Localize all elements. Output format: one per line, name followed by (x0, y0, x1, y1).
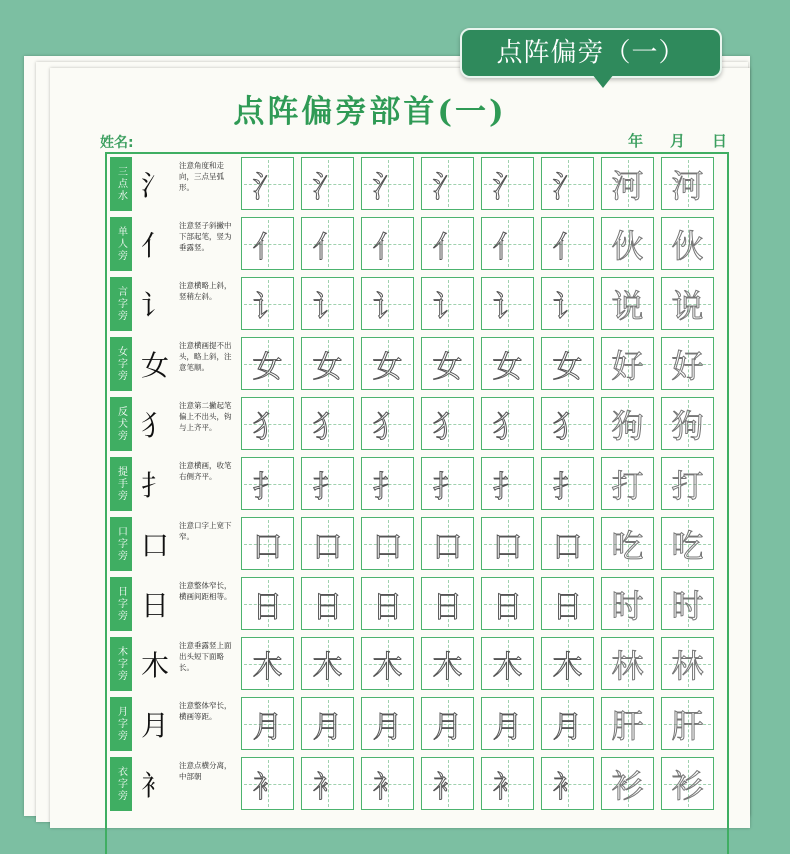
practice-row (107, 634, 727, 690)
dotted-trace-glyph: 日 (252, 589, 283, 625)
trace-cell-example[interactable] (661, 397, 714, 450)
dotted-trace-glyph: 说 (671, 286, 704, 325)
trace-cell-radical[interactable] (481, 217, 534, 270)
trace-cell-example[interactable] (661, 577, 714, 630)
writing-tip: 注意横画，收笔右侧齐平。 (179, 461, 232, 481)
trace-cell-radical[interactable] (481, 277, 534, 330)
dotted-trace-glyph: 衫 (671, 766, 704, 805)
trace-cell-radical[interactable] (361, 457, 414, 510)
writing-tip: 注意第二撇起笔偏上不出头，钩与上齐平。 (179, 401, 232, 432)
dotted-trace-glyph: 时 (611, 586, 644, 625)
trace-cell-radical[interactable] (481, 697, 534, 750)
trace-cell-radical[interactable] (421, 697, 474, 750)
dotted-trace-glyph: 亻 (372, 229, 403, 265)
dotted-trace-glyph: 日 (432, 589, 463, 625)
trace-cell-example[interactable] (601, 337, 654, 390)
trace-cell-radical[interactable] (541, 697, 594, 750)
trace-cell-radical[interactable] (301, 457, 354, 510)
trace-cell-radical[interactable] (481, 337, 534, 390)
trace-cell-radical[interactable] (241, 757, 294, 810)
trace-cell-radical[interactable] (361, 637, 414, 690)
dotted-trace-glyph: 伙 (611, 226, 644, 265)
writing-tip: 注意点横分离，中部朝 (179, 761, 232, 781)
dotted-trace-glyph: 口 (552, 529, 583, 565)
dotted-trace-glyph: 犭 (372, 409, 403, 445)
writing-tip: 注意竖子斜撇中下部起笔，竖为垂露竖。 (179, 221, 232, 252)
dotted-trace-glyph: 扌 (312, 469, 343, 505)
trace-cell-radical[interactable] (241, 697, 294, 750)
dotted-trace-glyph: 伙 (671, 226, 704, 265)
writing-tip: 注意横画提不出头，略上斜，注意笔顺。 (179, 341, 232, 372)
trace-cell-radical[interactable] (481, 457, 534, 510)
dotted-trace-glyph: 木 (312, 649, 343, 685)
dotted-trace-glyph: 月 (372, 709, 403, 745)
dotted-trace-glyph: 女 (312, 349, 343, 385)
trace-cell-radical[interactable] (361, 517, 414, 570)
trace-cell-radical[interactable] (301, 577, 354, 630)
dotted-trace-glyph: 说 (611, 286, 644, 325)
dotted-trace-glyph: 衤 (552, 769, 583, 805)
dotted-trace-glyph: 口 (312, 529, 343, 565)
trace-cell-example[interactable] (661, 337, 714, 390)
trace-cell-radical[interactable] (541, 637, 594, 690)
dotted-trace-glyph: 河 (671, 166, 704, 205)
trace-cell-radical[interactable] (481, 637, 534, 690)
radical-glyph: 女 (140, 349, 169, 382)
dotted-trace-glyph: 月 (252, 709, 283, 745)
dotted-trace-glyph: 女 (552, 349, 583, 385)
radical-glyph: 衤 (140, 769, 169, 802)
trace-cell-radical[interactable] (481, 577, 534, 630)
trace-cell-radical[interactable] (361, 217, 414, 270)
radical-name-label: 月字旁 (110, 697, 132, 751)
worksheet (50, 68, 750, 828)
dotted-trace-glyph: 亻 (252, 229, 283, 265)
dotted-trace-glyph: 日 (492, 589, 523, 625)
product-badge: 点阵偏旁（一） (460, 28, 722, 78)
dotted-trace-glyph: 好 (671, 346, 704, 385)
dotted-trace-glyph: 衤 (432, 769, 463, 805)
dotted-trace-glyph: 狗 (671, 406, 704, 445)
trace-cell-example[interactable] (661, 637, 714, 690)
trace-cell-radical[interactable] (301, 517, 354, 570)
trace-cell-radical[interactable] (301, 277, 354, 330)
trace-cell-radical[interactable] (361, 697, 414, 750)
dotted-trace-glyph: 林 (611, 646, 644, 685)
practice-row (107, 214, 727, 270)
radical-glyph: 讠 (140, 289, 169, 322)
dotted-trace-glyph: 衤 (372, 769, 403, 805)
trace-cell-radical[interactable] (241, 457, 294, 510)
radical-glyph: 亻 (140, 229, 169, 262)
dotted-trace-glyph: 日 (552, 589, 583, 625)
dotted-trace-glyph: 吃 (611, 526, 644, 565)
radical-name-label: 提手旁 (110, 457, 132, 511)
radical-name-label: 衣字旁 (110, 757, 132, 811)
dotted-trace-glyph: 口 (432, 529, 463, 565)
practice-row (107, 514, 727, 570)
trace-cell-radical[interactable] (541, 577, 594, 630)
dotted-trace-glyph: 时 (671, 586, 704, 625)
worksheet-title: 点阵偏旁部首(一) (233, 94, 507, 130)
trace-cell-radical[interactable] (421, 397, 474, 450)
dotted-trace-glyph: 月 (312, 709, 343, 745)
dotted-trace-glyph: 扌 (552, 469, 583, 505)
trace-cell-example[interactable] (661, 157, 714, 210)
trace-cell-example[interactable] (601, 697, 654, 750)
dotted-trace-glyph: 讠 (432, 289, 463, 325)
trace-cell-example[interactable] (601, 757, 654, 810)
trace-cell-radical[interactable] (361, 757, 414, 810)
dotted-trace-glyph: 女 (492, 349, 523, 385)
dotted-trace-glyph: 木 (492, 649, 523, 685)
practice-row (107, 754, 727, 810)
dotted-trace-glyph: 月 (492, 709, 523, 745)
dotted-trace-glyph: 日 (372, 589, 403, 625)
trace-cell-example[interactable] (661, 457, 714, 510)
dotted-trace-glyph: 扌 (252, 469, 283, 505)
trace-cell-radical[interactable] (241, 337, 294, 390)
dotted-trace-glyph: 好 (611, 346, 644, 385)
dotted-trace-glyph: 氵 (432, 169, 463, 205)
trace-cell-radical[interactable] (241, 217, 294, 270)
dotted-trace-glyph: 衫 (611, 766, 644, 805)
dotted-trace-glyph: 犭 (552, 409, 583, 445)
dotted-trace-glyph: 木 (552, 649, 583, 685)
radical-name-label: 言字旁 (110, 277, 132, 331)
trace-cell-radical[interactable] (541, 517, 594, 570)
trace-cell-radical[interactable] (241, 397, 294, 450)
radical-glyph: 扌 (140, 469, 169, 502)
trace-cell-example[interactable] (661, 517, 714, 570)
trace-cell-radical[interactable] (541, 277, 594, 330)
writing-tip: 注意口字上宽下窄。 (179, 521, 232, 541)
dotted-trace-glyph: 亻 (312, 229, 343, 265)
dotted-trace-glyph: 扌 (492, 469, 523, 505)
radical-glyph: 月 (140, 709, 169, 742)
writing-tip: 注意角度和走向，三点呈弧形。 (179, 161, 224, 192)
dotted-trace-glyph: 讠 (492, 289, 523, 325)
writing-tip: 注意整体窄长，横画等距。 (179, 701, 232, 721)
dotted-trace-glyph: 讠 (252, 289, 283, 325)
dotted-trace-glyph: 氵 (552, 169, 583, 205)
dotted-trace-glyph: 吃 (671, 526, 704, 565)
trace-cell-example[interactable] (661, 757, 714, 810)
writing-tip: 注意整体窄长，横画间距相等。 (179, 581, 232, 601)
trace-cell-example[interactable] (601, 577, 654, 630)
radical-glyph: 犭 (140, 409, 169, 442)
dotted-trace-glyph: 口 (372, 529, 403, 565)
dotted-trace-glyph: 亻 (432, 229, 463, 265)
practice-row (107, 274, 727, 330)
dotted-trace-glyph: 女 (432, 349, 463, 385)
trace-cell-radical[interactable] (361, 277, 414, 330)
trace-cell-radical[interactable] (301, 337, 354, 390)
dotted-trace-glyph: 肝 (671, 706, 704, 745)
radical-glyph: 日 (140, 589, 169, 622)
trace-cell-example[interactable] (601, 397, 654, 450)
dotted-trace-glyph: 讠 (372, 289, 403, 325)
trace-cell-radical[interactable] (301, 637, 354, 690)
dotted-trace-glyph: 扌 (432, 469, 463, 505)
trace-cell-radical[interactable] (361, 577, 414, 630)
trace-cell-radical[interactable] (541, 457, 594, 510)
trace-cell-radical[interactable] (481, 757, 534, 810)
radical-name-label: 反犬旁 (110, 397, 132, 451)
trace-cell-radical[interactable] (421, 757, 474, 810)
dotted-trace-glyph: 犭 (432, 409, 463, 445)
dotted-trace-glyph: 亻 (552, 229, 583, 265)
dotted-trace-glyph: 打 (611, 466, 644, 505)
trace-cell-example[interactable] (661, 217, 714, 270)
dotted-trace-glyph: 氵 (492, 169, 523, 205)
dotted-trace-glyph: 讠 (312, 289, 343, 325)
radical-glyph: 氵 (140, 169, 169, 202)
trace-cell-example[interactable] (601, 457, 654, 510)
date-year-label: 年 (628, 132, 644, 150)
name-label: 姓名: (100, 135, 134, 151)
dotted-trace-glyph: 日 (312, 589, 343, 625)
trace-cell-radical[interactable] (421, 577, 474, 630)
dotted-trace-glyph: 女 (252, 349, 283, 385)
trace-cell-radical[interactable] (241, 277, 294, 330)
trace-cell-radical[interactable] (241, 517, 294, 570)
radical-name-label: 单人旁 (110, 217, 132, 271)
dotted-trace-glyph: 木 (432, 649, 463, 685)
trace-cell-radical[interactable] (361, 337, 414, 390)
dotted-trace-glyph: 讠 (552, 289, 583, 325)
radical-glyph: 口 (140, 529, 169, 562)
dotted-trace-glyph: 犭 (252, 409, 283, 445)
radical-name-label: 三点水 (110, 157, 132, 211)
trace-cell-radical[interactable] (241, 157, 294, 210)
dotted-trace-glyph: 木 (372, 649, 403, 685)
trace-cell-radical[interactable] (301, 397, 354, 450)
dotted-trace-glyph: 林 (671, 646, 704, 685)
practice-row (107, 394, 727, 450)
dotted-trace-glyph: 口 (252, 529, 283, 565)
radical-glyph: 木 (140, 649, 169, 682)
trace-cell-radical[interactable] (421, 637, 474, 690)
dotted-trace-glyph: 氵 (252, 169, 283, 205)
trace-cell-radical[interactable] (241, 577, 294, 630)
dotted-trace-glyph: 打 (671, 466, 704, 505)
dotted-trace-glyph: 扌 (372, 469, 403, 505)
trace-cell-example[interactable] (601, 157, 654, 210)
dotted-trace-glyph: 狗 (611, 406, 644, 445)
dotted-trace-glyph: 衤 (312, 769, 343, 805)
trace-cell-radical[interactable] (421, 517, 474, 570)
badge-pointer (592, 74, 614, 88)
trace-cell-radical[interactable] (481, 157, 534, 210)
trace-cell-radical[interactable] (301, 757, 354, 810)
trace-cell-radical[interactable] (421, 337, 474, 390)
practice-row (107, 574, 727, 630)
trace-cell-example[interactable] (601, 277, 654, 330)
practice-row (107, 694, 727, 750)
dotted-trace-glyph: 衤 (252, 769, 283, 805)
practice-row (107, 454, 727, 510)
trace-cell-radical[interactable] (421, 457, 474, 510)
trace-cell-example[interactable] (601, 637, 654, 690)
trace-cell-example[interactable] (661, 277, 714, 330)
date-day-label: 日 (712, 132, 728, 150)
dotted-trace-glyph: 河 (611, 166, 644, 205)
practice-grid (105, 152, 729, 854)
dotted-trace-glyph: 犭 (492, 409, 523, 445)
trace-cell-example[interactable] (601, 517, 654, 570)
trace-cell-radical[interactable] (541, 157, 594, 210)
radical-name-label: 女字旁 (110, 337, 132, 391)
trace-cell-radical[interactable] (541, 397, 594, 450)
trace-cell-radical[interactable] (241, 637, 294, 690)
trace-cell-radical[interactable] (301, 697, 354, 750)
radical-name-label: 日字旁 (110, 577, 132, 631)
trace-cell-radical[interactable] (421, 217, 474, 270)
dotted-trace-glyph: 木 (252, 649, 283, 685)
practice-row (107, 334, 727, 390)
trace-cell-example[interactable] (661, 697, 714, 750)
dotted-trace-glyph: 女 (372, 349, 403, 385)
dotted-trace-glyph: 亻 (492, 229, 523, 265)
date-month-label: 月 (670, 132, 686, 150)
trace-cell-radical[interactable] (361, 397, 414, 450)
writing-tip: 注意垂露竖上面出头短下面略长。 (179, 641, 232, 672)
dotted-trace-glyph: 月 (432, 709, 463, 745)
trace-cell-radical[interactable] (301, 157, 354, 210)
dotted-trace-glyph: 氵 (372, 169, 403, 205)
trace-cell-radical[interactable] (541, 757, 594, 810)
trace-cell-radical[interactable] (421, 277, 474, 330)
dotted-trace-glyph: 月 (552, 709, 583, 745)
trace-cell-radical[interactable] (481, 397, 534, 450)
dotted-trace-glyph: 氵 (312, 169, 343, 205)
dotted-trace-glyph: 犭 (312, 409, 343, 445)
radical-name-label: 口字旁 (110, 517, 132, 571)
trace-cell-radical[interactable] (361, 157, 414, 210)
radical-name-label: 木字旁 (110, 637, 132, 691)
dotted-trace-glyph: 肝 (611, 706, 644, 745)
writing-tip: 注意横略上斜，竖稍左斜。 (179, 281, 232, 301)
dotted-trace-glyph: 衤 (492, 769, 523, 805)
trace-cell-radical[interactable] (541, 337, 594, 390)
practice-row (107, 154, 727, 210)
trace-cell-radical[interactable] (421, 157, 474, 210)
trace-cell-radical[interactable] (541, 217, 594, 270)
trace-cell-example[interactable] (601, 217, 654, 270)
trace-cell-radical[interactable] (481, 517, 534, 570)
dotted-trace-glyph: 口 (492, 529, 523, 565)
trace-cell-radical[interactable] (301, 217, 354, 270)
